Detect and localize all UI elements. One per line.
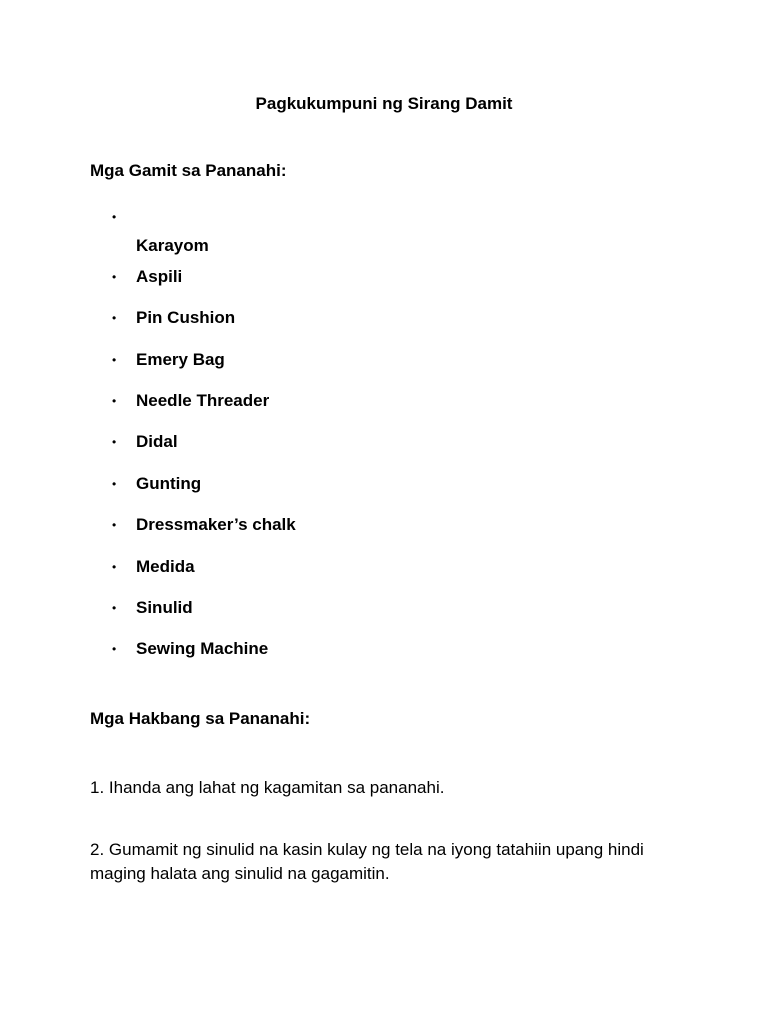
bullet-icon: • — [112, 353, 117, 367]
tool-label: Gunting — [136, 474, 202, 493]
tool-label: Sinulid — [136, 598, 193, 617]
bullet-icon: • — [112, 560, 117, 574]
document-title: Pagkukumpuni ng Sirang Damit — [255, 94, 513, 113]
steps-heading: Mga Hakbang sa Pananahi: — [90, 709, 311, 728]
tool-label: Needle Threader — [136, 391, 270, 410]
step-paragraph: 2. Gumamit ng sinulid na kasin kulay ng tela na iyong tatahiin upang hindi maging halata ang sinulid na gagamitin. — [90, 840, 644, 883]
bullet-icon: • — [112, 435, 117, 449]
bullet-icon: • — [112, 210, 117, 224]
tool-label: Karayom — [136, 236, 209, 255]
tool-label: Medida — [136, 557, 195, 576]
tool-label: Didal — [136, 432, 178, 451]
bullet-icon: • — [112, 394, 117, 408]
bullet-icon: • — [112, 642, 117, 656]
tool-label: Pin Cushion — [136, 308, 236, 327]
bullet-icon: • — [112, 477, 117, 491]
bullet-icon: • — [112, 270, 117, 284]
tool-label: Aspili — [136, 267, 183, 286]
bullet-icon: • — [112, 601, 117, 615]
tools-heading: Mga Gamit sa Pananahi: — [90, 161, 287, 180]
bullet-icon: • — [112, 311, 117, 325]
bullet-icon: • — [112, 518, 117, 532]
step-paragraph: 1. Ihanda ang lahat ng kagamitan sa pananahi. — [90, 778, 445, 797]
tool-label: Sewing Machine — [136, 639, 269, 658]
tool-label: Dressmaker’s chalk — [136, 515, 296, 534]
tool-label: Emery Bag — [136, 350, 225, 369]
